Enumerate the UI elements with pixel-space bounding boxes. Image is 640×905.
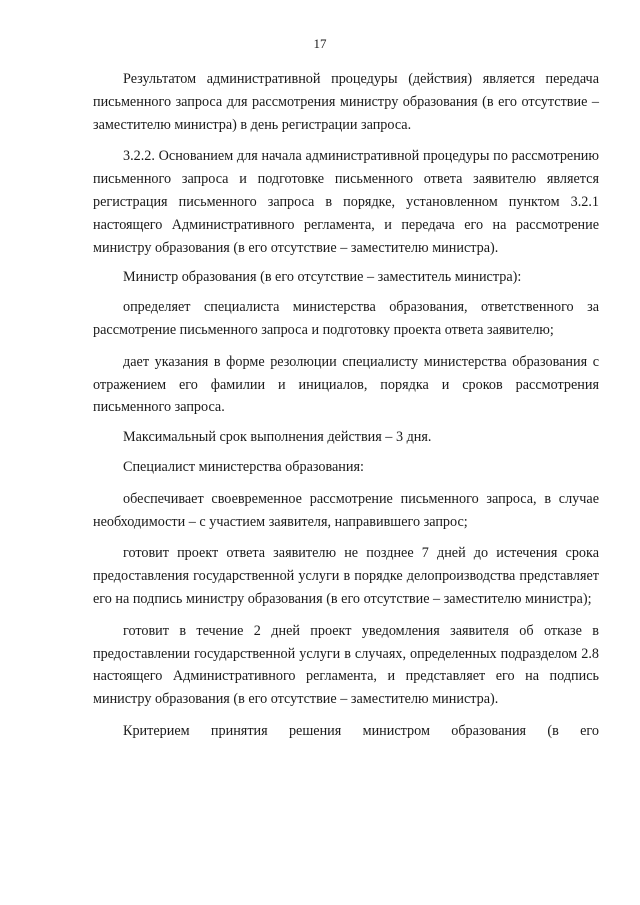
- paragraph-prepares-refusal: готовит в течение 2 дней проект уведомления заявителя об отказе в предоставлении государственной услуги в случаях, определенных подразделом 2.8 настоящего Административного регламента, и представляет его на подпись министру образования (в его отсутствие – заместителю министра).: [93, 622, 599, 708]
- paragraph-determines-specialist: определяет специалиста министерства образования, ответственного за рассмотрение письменного запроса и подготовку проекта ответа заявителю;: [93, 299, 599, 338]
- paragraph-max-term: Максимальный срок выполнения действия – 3 дня.: [123, 429, 432, 446]
- paragraph-minister: Министр образования (в его отсутствие – заместитель министра):: [123, 269, 522, 286]
- paragraph-specialist: Специалист министерства образования:: [123, 458, 364, 475]
- paragraph-result: Результатом административной процедуры (действия) является передача письменного запроса для рассмотрения министру образования (в его отсутствие – заместителю министра) в день регистрации запроса.: [93, 71, 599, 133]
- document-body: [93, 68, 599, 743]
- paragraph-prepares-response: готовит проект ответа заявителю не позднее 7 дней до истечения срока предоставления государственной услуги в порядке делопроизводства представляет его на подпись министру образования (в его отсутствие – заместителю министра);: [93, 545, 599, 607]
- paragraph-3-2-2: 3.2.2. Основанием для начала административной процедуры по рассмотрению письменного запроса и подготовке письменного ответа заявителю является регистрация письменного запроса в порядке, установленном пунктом 3.2.1 настоящего Административного регламента, и передача его на рассмотрение министру образования (в его отсутствие – заместителю министра).: [93, 148, 599, 256]
- page-number: 17: [313, 36, 327, 51]
- paragraph-ensures-review: обеспечивает своевременное рассмотрение письменного запроса, в случае необходимости – с участием заявителя, направившего запрос;: [93, 490, 599, 530]
- paragraph-gives-instructions: дает указания в форме резолюции специалисту министерства образования с отражением его фамилии и инициалов, порядка и сроков рассмотрения письменного запроса.: [93, 353, 599, 416]
- paragraph-criterion: Критерием принятия решения министром образования (в его: [123, 722, 599, 739]
